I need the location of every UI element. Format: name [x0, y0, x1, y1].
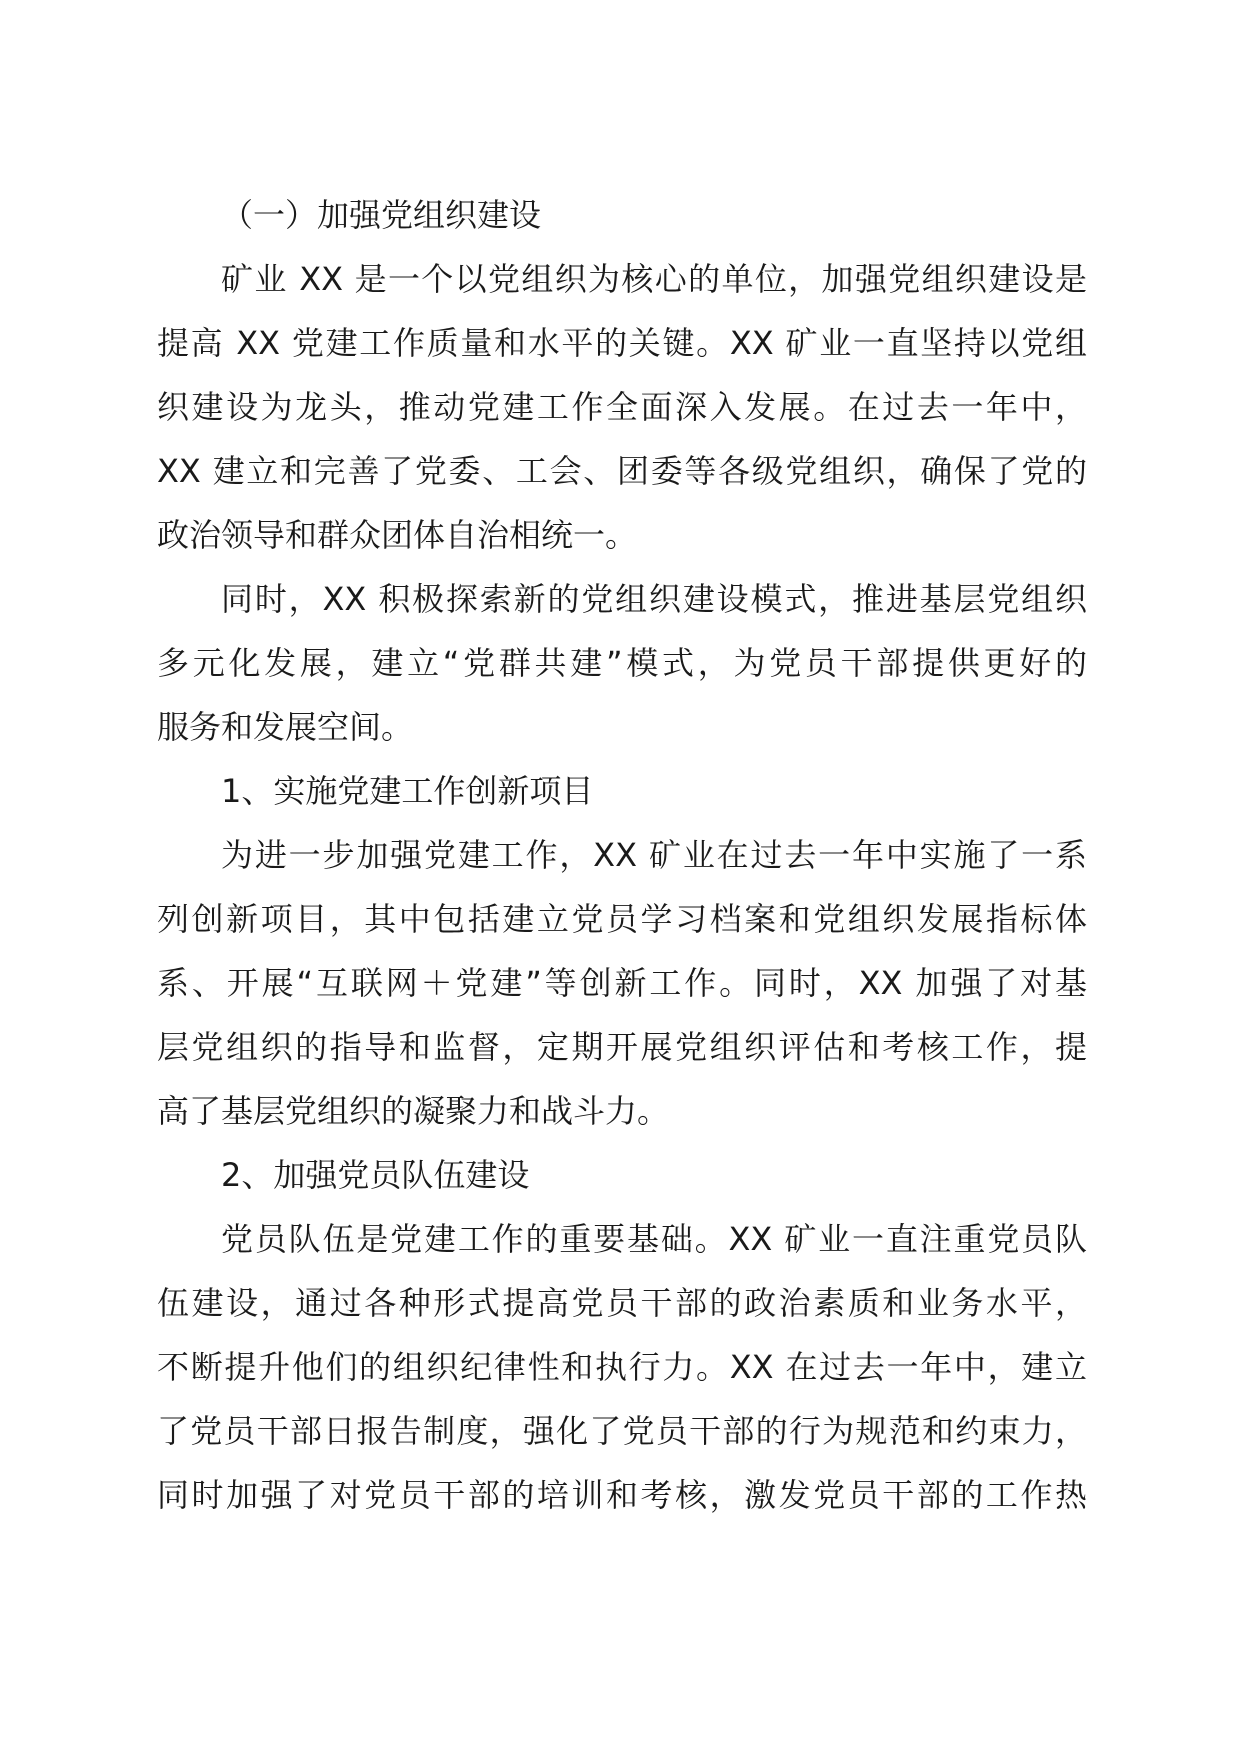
paragraph: [157, 1207, 1087, 1527]
section-heading: 2、加强党员队伍建设: [221, 1156, 530, 1194]
paragraph: [157, 247, 1087, 567]
paragraph: [157, 567, 1087, 759]
document-body: [157, 183, 1087, 1527]
text-line: 了党员干部日报告制度，强化了党员干部的行为规范和约束力，: [157, 1412, 1087, 1450]
text-line: 政治领导和群众团体自治相统一。: [157, 516, 638, 554]
text-line: 列创新项目，其中包括建立党员学习档案和党组织发展指标体: [157, 900, 1087, 938]
text-line: 多元化发展，建立“党群共建”模式，为党员干部提供更好的: [157, 644, 1087, 682]
text-line: 不断提升他们的组织纪律性和执行力。XX 在过去一年中，建立: [157, 1348, 1087, 1386]
text-line: 服务和发展空间。: [157, 708, 414, 746]
text-line: 同时，XX 积极探索新的党组织建设模式，推进基层党组织: [221, 580, 1087, 618]
text-line: 提高 XX 党建工作质量和水平的关键。XX 矿业一直坚持以党组: [157, 324, 1087, 362]
paragraph: [157, 823, 1087, 1143]
text-line: 为进一步加强党建工作，XX 矿业在过去一年中实施了一系: [221, 836, 1087, 874]
text-line: XX 建立和完善了党委、工会、团委等各级党组织，确保了党的: [157, 452, 1087, 490]
text-line: 党员队伍是党建工作的重要基础。XX 矿业一直注重党员队: [221, 1220, 1087, 1258]
text-line: 伍建设，通过各种形式提高党员干部的政治素质和业务水平，: [157, 1284, 1087, 1322]
text-line: 矿业 XX 是一个以党组织为核心的单位，加强党组织建设是: [221, 260, 1087, 298]
section-heading: 1、实施党建工作创新项目: [221, 772, 594, 810]
text-line: 同时加强了对党员干部的培训和考核，激发党员干部的工作热: [157, 1476, 1087, 1514]
text-line: 层党组织的指导和监督，定期开展党组织评估和考核工作，提: [157, 1028, 1087, 1066]
text-line: 织建设为龙头，推动党建工作全面深入发展。在过去一年中，: [157, 388, 1087, 426]
section-heading: （一）加强党组织建设: [221, 196, 542, 234]
text-line: 系、开展“互联网＋党建”等创新工作。同时，XX 加强了对基: [157, 964, 1087, 1002]
text-line: 高了基层党组织的凝聚力和战斗力。: [157, 1092, 670, 1130]
